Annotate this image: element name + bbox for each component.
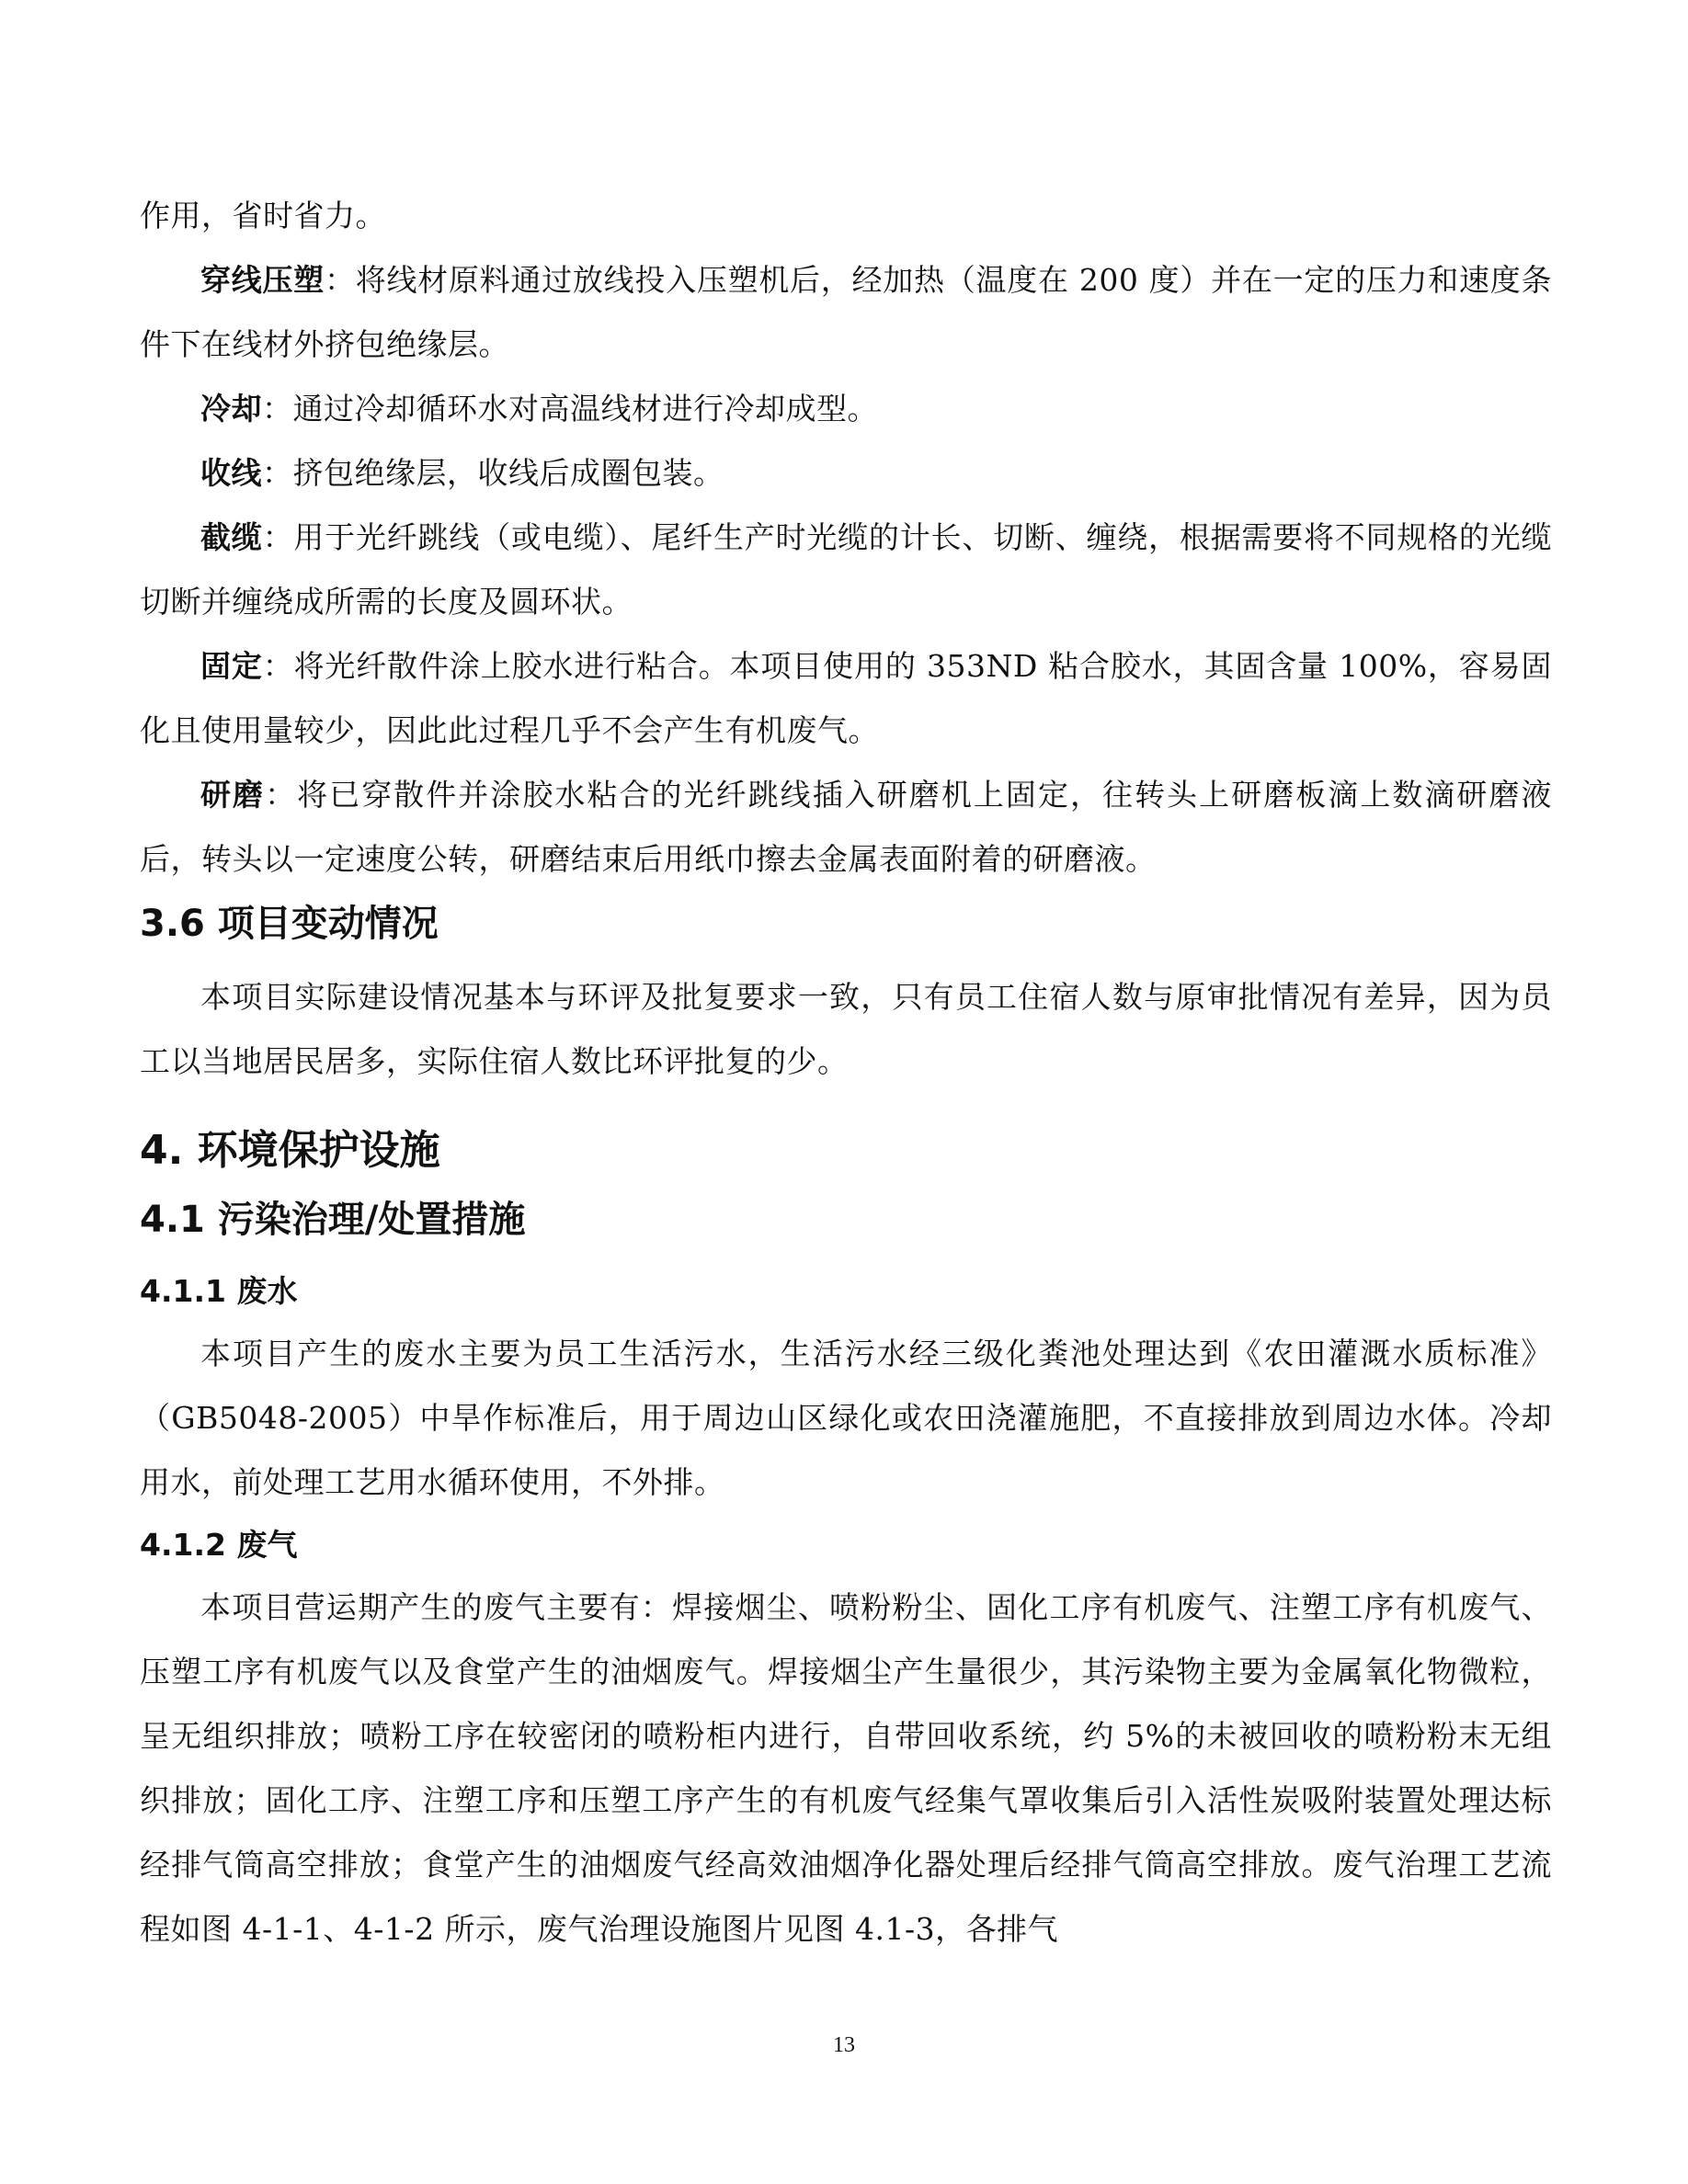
process-description: ：将线材原料通过放线投入压塑机后，经加热（温度在 200 度）并在一定的压力和速度条件下在线材外挤包绝缘层。	[140, 262, 1553, 362]
process-description: ：挤包绝缘层，收线后成圈包装。	[262, 455, 724, 491]
process-paragraph-grinding	[140, 763, 1552, 892]
document-page	[140, 184, 1552, 1962]
process-description: ：通过冷却循环水对高温线材进行冷却成型。	[262, 391, 878, 427]
continuation-paragraph: 作用，省时省力。	[140, 198, 386, 233]
process-paragraph-cooling	[140, 377, 1552, 441]
process-term: 固定	[200, 648, 263, 684]
waste-gas-paragraph: 本项目营运期产生的废气主要有：焊接烟尘、喷粉粉尘、固化工序有机废气、注塑工序有机废气、压塑工序有机废气以及食堂产生的油烟废气。焊接烟尘产生量很少，其污染物主要为金属氧化物微粒，呈无组织排放；喷粉工序在较密闭的喷粉柜内进行，自带回收系统，约 5%的未被回收的喷粉粉末无组织排放；固化工序、注塑工序和压塑工序产生的有机废气经集气罩收集后引入活性炭吸附装置处理达标经排气筒高空排放；食堂产生的油烟废气经高效油烟净化器处理后经排气筒高空排放。废气治理工艺流程如图 4-1-1、4-1-2 所示，废气治理设施图片见图 4.1-3，各排气	[140, 1589, 1552, 1947]
chapter-heading-4: 4. 环境保护设施	[140, 1127, 440, 1174]
process-term: 研磨	[200, 777, 266, 813]
process-description: ：将已穿散件并涂胶水粘合的光纤跳线插入研磨机上固定，往转头上研磨板滴上数滴研磨液后，转头以一定速度公转，研磨结束后用纸巾擦去金属表面附着的研磨液。	[140, 777, 1553, 877]
process-description: ：将光纤散件涂上胶水进行粘合。本项目使用的 353ND 粘合胶水，其固含量 100%，容易固化且使用量较少，因此此过程几乎不会产生有机废气。	[140, 648, 1552, 748]
section-heading-4-1: 4.1 污染治理/处置措施	[140, 1199, 526, 1241]
process-paragraph-threading	[140, 248, 1552, 377]
process-term: 穿线压塑	[200, 262, 325, 298]
wastewater-paragraph: 本项目产生的废水主要为员工生活污水，生活污水经三级化粪池处理达到《农田灌溉水质标准》（GB5048-2005）中旱作标准后，用于周边山区绿化或农田浇灌施肥，不直接排放到周边水体。冷却用水，前处理工艺用水循环使用，不外排。	[140, 1336, 1552, 1500]
process-term: 收线	[200, 455, 262, 491]
page-number: 13	[833, 2033, 855, 2057]
section-3-6-paragraph: 本项目实际建设情况基本与环评及批复要求一致，只有员工住宿人数与原审批情况有差异，因为员工以当地居民居多，实际住宿人数比环评批复的少。	[140, 979, 1552, 1079]
process-paragraph-winding	[140, 441, 1552, 506]
process-term: 冷却	[200, 391, 262, 427]
subsection-heading-4-1-2: 4.1.2 废气	[140, 1527, 298, 1563]
process-term: 截缆	[200, 519, 263, 555]
process-paragraph-cutting	[140, 506, 1552, 634]
process-description: ：用于光纤跳线（或电缆）、尾纤生产时光缆的计长、切断、缠绕，根据需要将不同规格的光缆切断并缠绕成所需的长度及圆环状。	[140, 519, 1553, 620]
subsection-heading-4-1-1: 4.1.1 废水	[140, 1273, 298, 1309]
process-paragraph-fixing	[140, 634, 1552, 763]
section-heading-3-6: 3.6 项目变动情况	[140, 903, 439, 945]
